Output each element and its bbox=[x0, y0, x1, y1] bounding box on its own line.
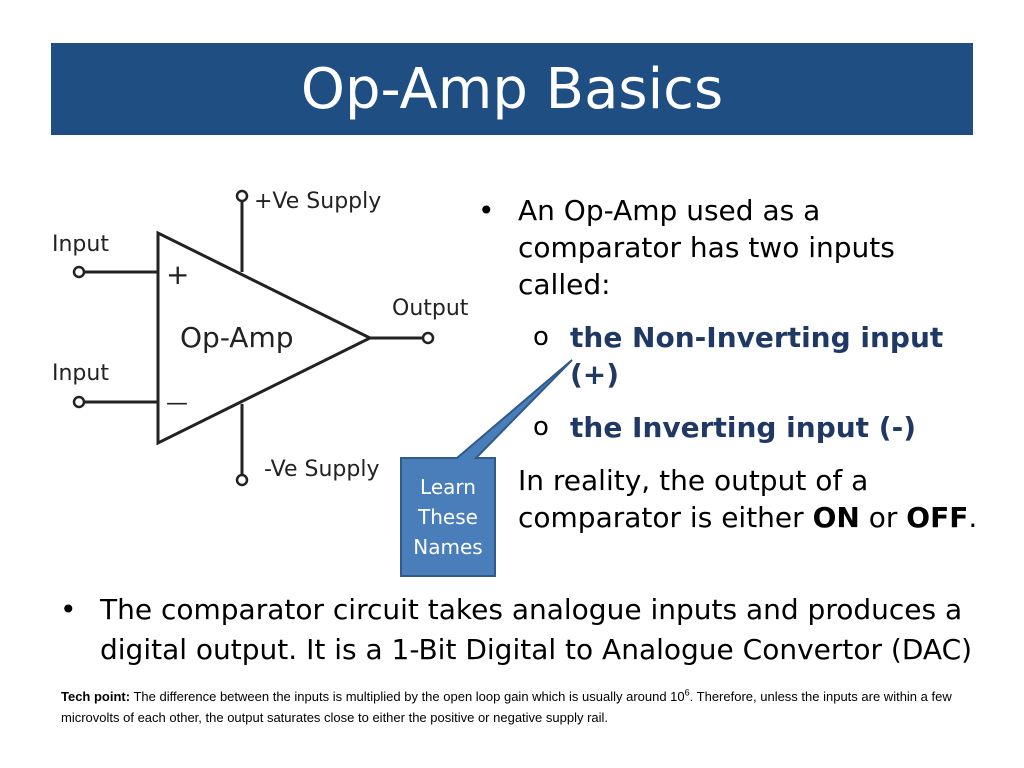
tech-point-label: Tech point: bbox=[61, 689, 131, 704]
bullet-icon: • bbox=[60, 593, 77, 626]
pos-supply-label: +Ve Supply bbox=[254, 189, 382, 214]
minus-symbol: — bbox=[166, 391, 188, 416]
output-note-end: . bbox=[968, 501, 978, 534]
sub-bullet-non-inverting bbox=[478, 319, 978, 393]
tech-point-text-b: . Therefore, unless the inputs are within a few microvolts of each other, the output saturates close to either the positive or negative supply rail. bbox=[61, 689, 952, 725]
output-note-pre: In reality, the output of a comparator is either bbox=[518, 464, 869, 534]
op-amp-body-label: Op-Amp bbox=[180, 321, 294, 354]
non-inverting-input-text: the Non-Inverting input (+) bbox=[570, 321, 944, 391]
sub-bullet-icon: o bbox=[533, 322, 549, 352]
tech-point bbox=[61, 686, 971, 728]
inverting-input-text: the Inverting input (-) bbox=[570, 411, 917, 444]
comparator-description bbox=[478, 192, 978, 536]
comparator-circuit-text: The comparator circuit takes analogue inputs and produces a digital output. It is a 1-Bit Digital to Analogue Convertor (DAC) bbox=[100, 593, 973, 666]
output-note-mid: or bbox=[859, 501, 907, 534]
output-note bbox=[478, 462, 978, 536]
input-top-label: Input bbox=[52, 232, 109, 257]
sub-bullet-inverting bbox=[478, 409, 978, 446]
bullet-icon: • bbox=[478, 194, 495, 227]
callout-line-3: Names bbox=[413, 535, 483, 559]
bullet-text: An Op-Amp used as a comparator has two inputs called: bbox=[518, 194, 895, 301]
output-note-on: ON bbox=[812, 501, 860, 534]
input-bottom-label: Input bbox=[52, 361, 109, 386]
output-label: Output bbox=[392, 296, 469, 321]
slide-title: Op-Amp Basics bbox=[300, 56, 724, 122]
callout-line-1: Learn bbox=[420, 475, 476, 499]
bullet-op-amp-comparator bbox=[478, 192, 978, 303]
tech-point-exponent: 6 bbox=[684, 687, 690, 698]
tech-point-text-a: The difference between the inputs is multiplied by the open loop gain which is usually around 10 bbox=[130, 689, 685, 704]
callout-line-2: These bbox=[418, 505, 478, 529]
neg-supply-label: -Ve Supply bbox=[264, 457, 380, 482]
plus-symbol: + bbox=[166, 258, 190, 291]
output-note-off: OFF bbox=[906, 501, 969, 534]
sub-bullet-icon: o bbox=[533, 412, 549, 442]
bullet-comparator-circuit bbox=[60, 590, 980, 670]
